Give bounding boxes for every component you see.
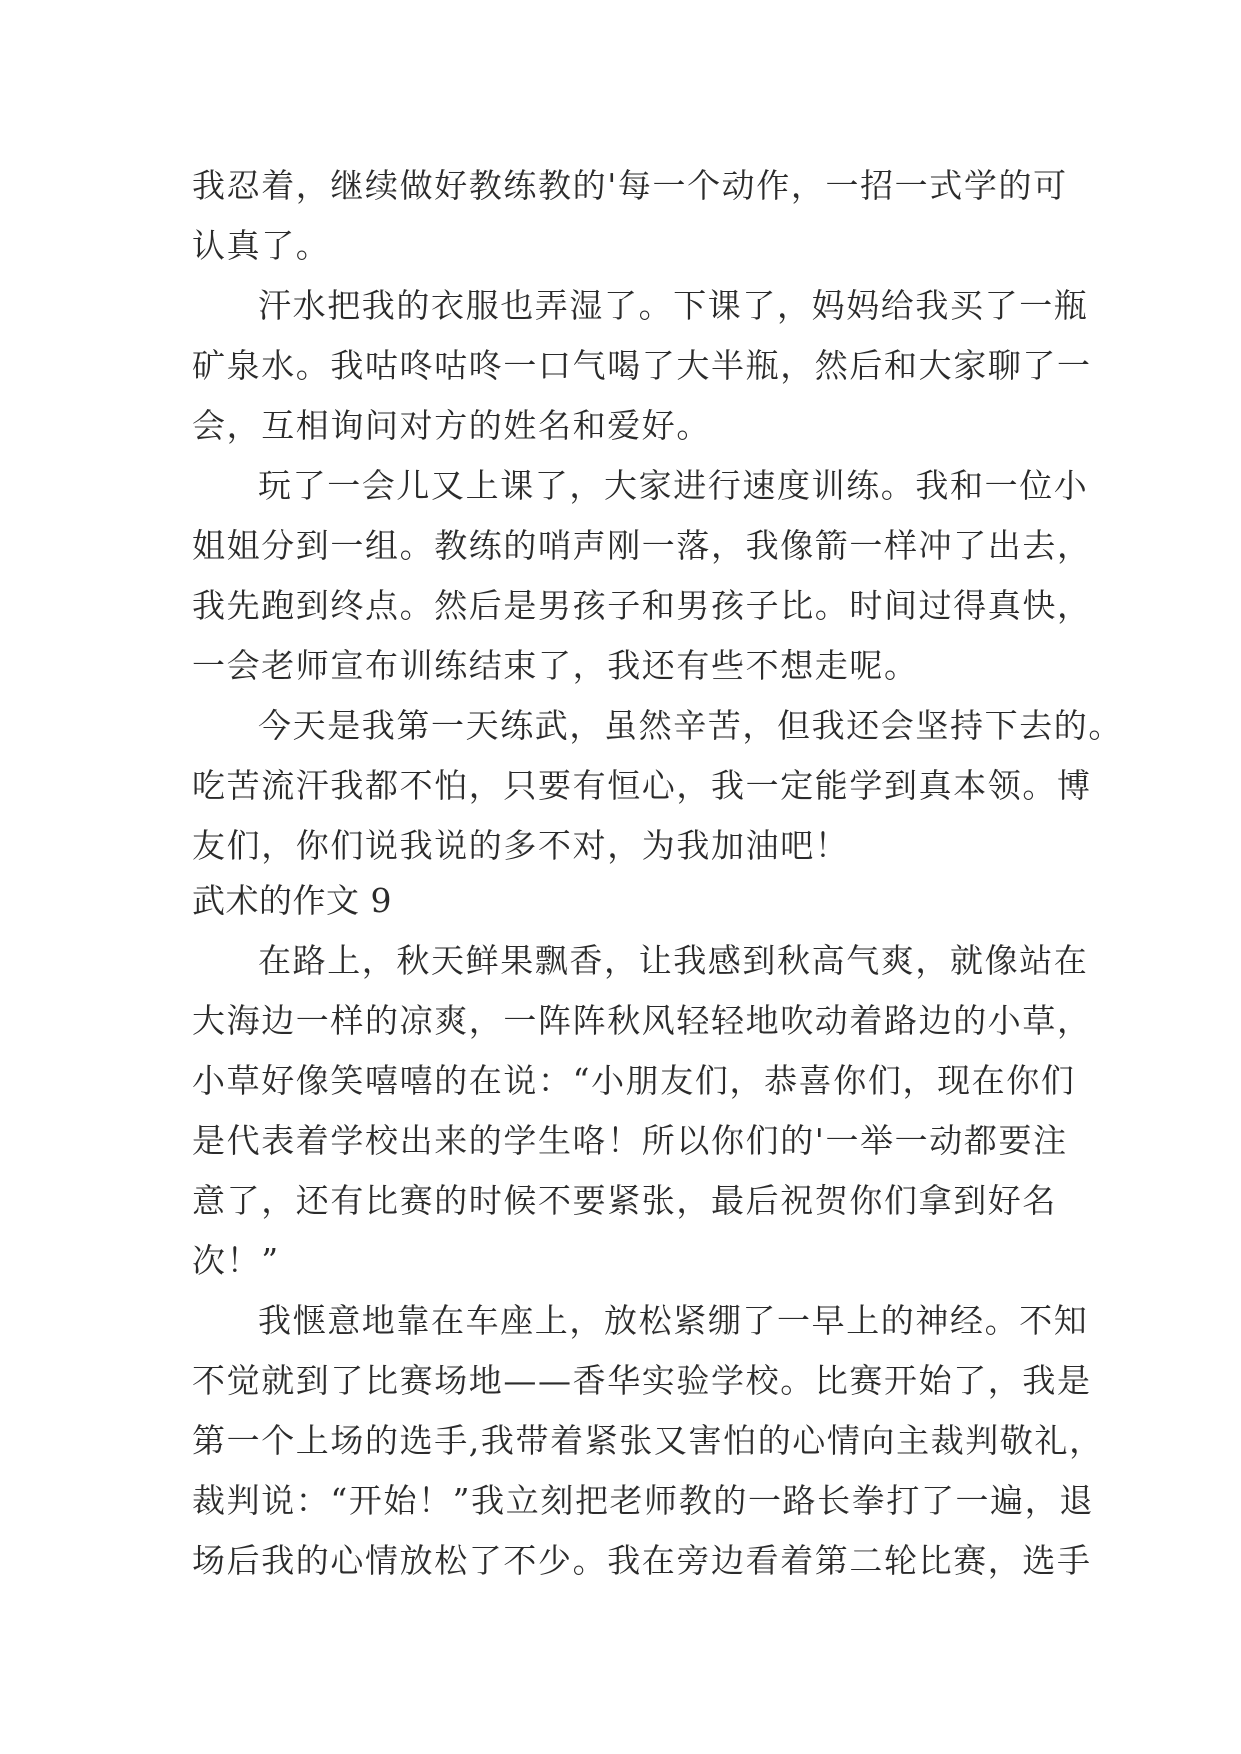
paragraph-start: 今天是我第一天练武，虽然辛苦，但我还会坚持下去的。: [258, 706, 1123, 745]
text-line: 不觉就到了比赛场地——香华实验学校。比赛开始了，我是: [192, 1361, 1092, 1400]
text-line: 一会老师宣布训练结束了，我还有些不想走呢。: [192, 646, 919, 685]
text-line: 友们，你们说我说的多不对，为我加油吧！: [192, 826, 850, 865]
text-line: 裁判说：“开始！”我立刻把老师教的一路长拳打了一遍，退: [192, 1481, 1094, 1520]
text-line: 会，互相询问对方的姓名和爱好。: [192, 406, 711, 445]
text-line: 我忍着，继续做好教练教的'每一个动作，一招一式学的可: [192, 166, 1068, 205]
text-line: 吃苦流汗我都不怕，只要有恒心，我一定能学到真本领。博: [192, 766, 1092, 805]
text-line: 次！”: [192, 1241, 280, 1280]
text-line: 认真了。: [192, 226, 331, 265]
text-line: 矿泉水。我咕咚咕咚一口气喝了大半瓶，然后和大家聊了一: [192, 346, 1092, 385]
paragraph-start: 玩了一会儿又上课了，大家进行速度训练。我和一位小: [258, 466, 1089, 505]
text-line: 场后我的心情放松了不少。我在旁边看着第二轮比赛，选手: [192, 1541, 1092, 1580]
section-title: 武术的作文 9: [192, 881, 392, 920]
paragraph-start: 汗水把我的衣服也弄湿了。下课了，妈妈给我买了一瓶: [258, 286, 1089, 325]
paragraph-start: 在路上，秋天鲜果飘香，让我感到秋高气爽，就像站在: [258, 941, 1089, 980]
text-line: 大海边一样的凉爽，一阵阵秋风轻轻地吹动着路边的小草，: [192, 1001, 1092, 1040]
text-line: 是代表着学校出来的学生咯！所以你们的'一举一动都要注: [192, 1121, 1068, 1160]
text-line: 意了，还有比赛的时候不要紧张，最后祝贺你们拿到好名: [192, 1181, 1057, 1220]
text-line: 姐姐分到一组。教练的哨声刚一落，我像箭一样冲了出去，: [192, 526, 1092, 565]
paragraph-start: 我惬意地靠在车座上，放松紧绷了一早上的神经。不知: [258, 1301, 1089, 1340]
text-line: 第一个上场的选手,我带着紧张又害怕的心情向主裁判敬礼，: [192, 1421, 1104, 1460]
text-line: 小草好像笑嘻嘻的在说：“小朋友们，恭喜你们，现在你们: [192, 1061, 1076, 1100]
text-line: 我先跑到终点。然后是男孩子和男孩子比。时间过得真快，: [192, 586, 1092, 625]
